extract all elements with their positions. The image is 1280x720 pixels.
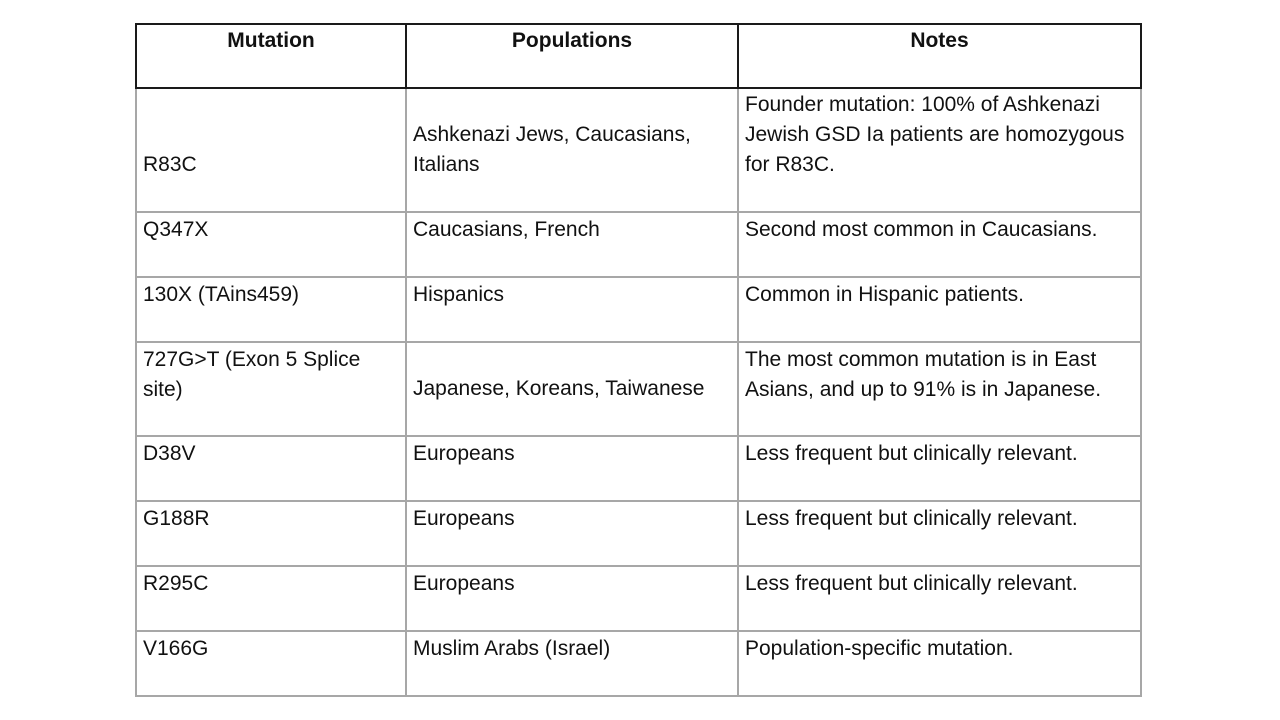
notes-cell: Less frequent but clinically relevant.: [738, 566, 1141, 631]
mutation-cell: R83C: [136, 88, 406, 212]
populations-cell: Hispanics: [406, 277, 738, 342]
header-mutation: Mutation: [136, 24, 406, 88]
notes-cell: Founder mutation: 100% of Ashkenazi Jewish GSD Ia patients are homozygous for R83C.: [738, 88, 1141, 212]
populations-cell: Muslim Arabs (Israel): [406, 631, 738, 696]
table-row: [136, 501, 1141, 566]
mutation-cell: G188R: [136, 501, 406, 566]
header-populations: Populations: [406, 24, 738, 88]
table-header-row: [136, 24, 1141, 88]
populations-cell: Europeans: [406, 436, 738, 501]
mutation-cell: 130X (TAins459): [136, 277, 406, 342]
table-row: [136, 566, 1141, 631]
notes-cell: Less frequent but clinically relevant.: [738, 501, 1141, 566]
populations-cell: Japanese, Koreans, Taiwanese: [406, 342, 738, 436]
mutation-cell: Q347X: [136, 212, 406, 277]
notes-cell: The most common mutation is in East Asians, and up to 91% is in Japanese.: [738, 342, 1141, 436]
table-row: [136, 342, 1141, 436]
table-row: [136, 277, 1141, 342]
mutation-cell: V166G: [136, 631, 406, 696]
table-row: [136, 436, 1141, 501]
notes-cell: Less frequent but clinically relevant.: [738, 436, 1141, 501]
mutation-cell: D38V: [136, 436, 406, 501]
notes-cell: Population-specific mutation.: [738, 631, 1141, 696]
populations-cell: Europeans: [406, 566, 738, 631]
header-notes: Notes: [738, 24, 1141, 88]
populations-cell: Caucasians, French: [406, 212, 738, 277]
table-row: [136, 212, 1141, 277]
mutations-table: [135, 23, 1142, 697]
populations-cell: Ashkenazi Jews, Caucasians, Italians: [406, 88, 738, 212]
notes-cell: Second most common in Caucasians.: [738, 212, 1141, 277]
table-row: [136, 88, 1141, 212]
populations-cell: Europeans: [406, 501, 738, 566]
table-row: [136, 631, 1141, 696]
mutation-cell: 727G>T (Exon 5 Splice site): [136, 342, 406, 436]
notes-cell: Common in Hispanic patients.: [738, 277, 1141, 342]
mutation-cell: R295C: [136, 566, 406, 631]
